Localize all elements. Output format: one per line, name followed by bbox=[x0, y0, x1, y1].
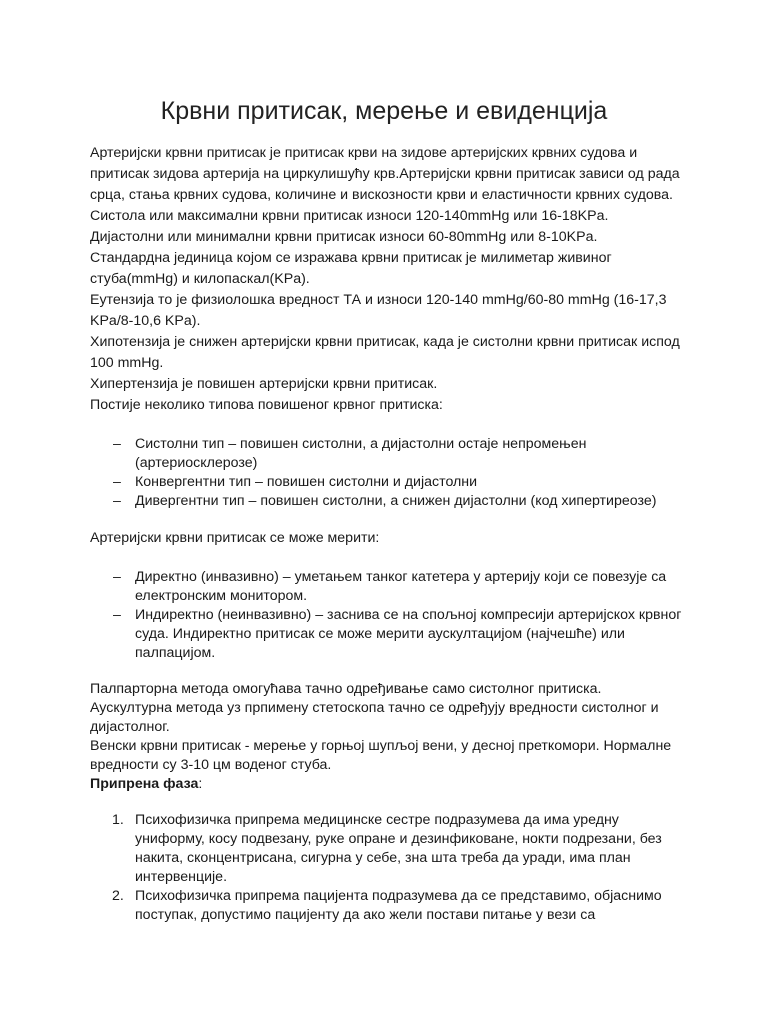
paragraph-phase bbox=[90, 775, 690, 794]
number-marker: 2. bbox=[112, 888, 124, 904]
paragraph-measure-intro: Артеријски крвни притисак се може мерити: bbox=[90, 530, 380, 546]
paragraph-systole: Систола или максимални крвни притисак износи 120-140mmHg или 16-18KPa. bbox=[90, 208, 609, 224]
preparation-list bbox=[90, 811, 690, 925]
paragraph-venous: Венски крвни притисак - мерење у горњој шупљој вени, у десној преткомори. Нормалне вредности су 3-10 цм воденог стуба. bbox=[90, 738, 672, 773]
paragraph-definition: Артеријски крвни притисак је притисак крви на зидове артеријских крвних судова и притисак зидова артерија на циркулишућу крв.Артеријски крвни притисак зависи од рада срца, стања крвних судова, количине и вискозности крви и еластичности крвних судова. bbox=[90, 145, 680, 203]
paragraph-units: Стандардна јединица којом се изражава крвни притисак је милиметар живиног стуба(mmHg) и килопаскал(KPa). bbox=[90, 250, 612, 287]
document-title: Крвни притисак, мерење и евиденција bbox=[160, 97, 608, 125]
paragraph-palpatory: Палпарторна метода омогућава тачно одређивање само систолног притиска. bbox=[90, 681, 602, 697]
list-item-text: Конвергентни тип – повишен систолни и дијастолни bbox=[135, 474, 478, 490]
measurement-methods-list bbox=[90, 568, 690, 663]
list-item-text: Систолни тип – повишен систолни, а дијастолни остаје непромењен (артериосклерозе) bbox=[135, 436, 587, 471]
paragraph-hypotension: Хипотензија је снижен артеријски крвни притисак, када је систолни крвни притисак испод 100 mmHg. bbox=[90, 334, 680, 371]
list-item bbox=[90, 492, 690, 511]
list-item bbox=[90, 811, 690, 887]
dash-marker: – bbox=[113, 436, 121, 452]
list-item bbox=[90, 473, 690, 492]
phase-colon: : bbox=[198, 776, 203, 792]
list-item bbox=[90, 568, 690, 606]
hypertension-types-list bbox=[90, 435, 690, 511]
list-item-text: Психофизичка припрема пацијента подразумева да се представимо, објаснимо поступак, допустимо пацијенту да ако жели постави питање у вези са bbox=[135, 888, 662, 923]
number-marker: 1. bbox=[112, 812, 124, 828]
list-item-text: Директно (инвазивно) – уметањем танког катетера у артерију који се повезује са електронским монитором. bbox=[135, 569, 667, 604]
dash-marker: – bbox=[113, 607, 121, 623]
list-item-text: Индиректно (неинвазивно) – заснива се на спољној компресији артеријскох крвног суда. Индиректно притисак се може мерити аускултацијом (најчешће) или палпацијом. bbox=[135, 607, 682, 661]
paragraph-auscultatory: Аускултурна метода уз прпимену стетоскопа тачно се одређују вредности систолног и дијастолног. bbox=[90, 700, 659, 735]
paragraph-hypertension: Хипертензија је повишен артеријски крвни притисак. bbox=[90, 376, 438, 392]
document-body bbox=[90, 143, 690, 925]
list-item-text: Дивергентни тип – повишен систолни, а снижен дијастолни (код хипертиреозе) bbox=[135, 493, 657, 509]
list-item bbox=[90, 887, 690, 925]
list-item bbox=[90, 606, 690, 663]
paragraph-diastole: Дијастолни или минимални крвни притисак износи 60-80mmHg или 8-10KPa. bbox=[90, 229, 598, 245]
dash-marker: – bbox=[113, 474, 121, 490]
paragraph-types-intro: Постије неколико типова повишеног крвног притиска: bbox=[90, 397, 443, 413]
paragraph-eutension: Еутензија то је физиолошка вредност ТА и износи 120-140 mmHg/60-80 mmHg (16-17,3 KPa/8-10,6 KPa). bbox=[90, 292, 667, 329]
dash-marker: – bbox=[113, 493, 121, 509]
dash-marker: – bbox=[113, 569, 121, 585]
list-item bbox=[90, 435, 690, 473]
phase-label: Припрена фаза bbox=[90, 776, 199, 792]
list-item-text: Психофизичка припрема медицинске сестре подразумева да има уредну униформу, косу подвезану, руке опране и дезинфиковане, нокти подрезани, без накита, сконцентрисана, сигурна у себе, зна шта треба да уради, има план интервенције. bbox=[135, 812, 662, 885]
